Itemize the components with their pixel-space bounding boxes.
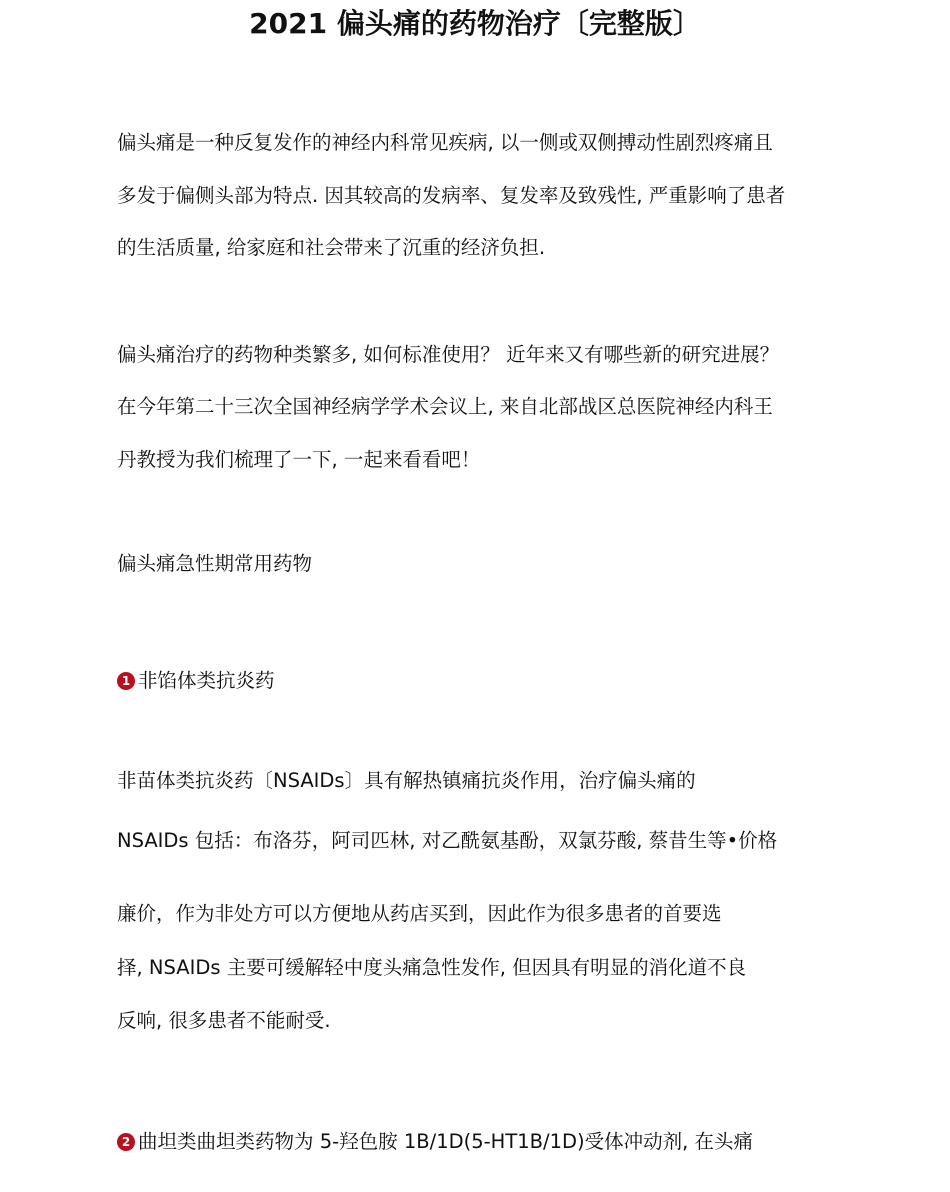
item-1-line-3: 廉价，作为非处方可以方便地从药店买到，因此作为很多患者的首要选 [117, 902, 722, 925]
item-1-line-2: NSAIDs 包括：布洛芬，阿司匹林, 对乙酰氨基酚，双氯芬酸, 蔡昔生等•价格 [117, 829, 778, 852]
paragraph-1-line-1: 偏头痛是一种反复发作的神经内科常见疾病, 以一侧或双侧搏动性剧烈疼痛且 [117, 131, 773, 154]
paragraph-1-line-2: 多发于偏侧头部为特点. 因其较高的发病率、复发率及致残性, 严重影响了患者 [117, 184, 786, 207]
item-1-line-4: 择, NSAIDs 主要可缓解轻中度头痛急性发作, 但因具有明显的消化道不良 [117, 956, 747, 979]
item-2-text: 曲坦类曲坦类药物为 5-羟色胺 1B/1D(5-HT1B/1D)受体冲动剂, 在头痛 [138, 1130, 754, 1153]
item-1-heading: 非馅体类抗炎药 [138, 669, 275, 692]
paragraph-2-line-3: 丹教授为我们梳理了一下, 一起来看看吧！ [117, 448, 481, 471]
paragraph-2-line-2: 在今年第二十三次全国神经病学学术会议上, 来自北部战区总医院神经内科王 [117, 395, 773, 418]
document-title: 2021 偏头痛的药物治疗〔完整版〕 [249, 7, 701, 40]
paragraph-2-line-1: 偏头痛治疗的药物种类繁多, 如何标准使用？ 近年来又有哪些新的研究进展？ [117, 343, 780, 366]
item-2-row [117, 1127, 753, 1157]
item-1-line-5: 反响, 很多患者不能耐受. [117, 1009, 331, 1032]
section-heading: 偏头痛急性期常用药物 [117, 552, 313, 575]
item-1-heading-row [117, 666, 275, 696]
number-badge-2-icon: 2 [117, 1133, 135, 1151]
item-1-line-1: 非苗体类抗炎药〔NSAIDs〕具有解热镇痛抗炎作用，治疗偏头痛的 [117, 769, 696, 792]
paragraph-1-line-3: 的生活质量, 给家庭和社会带来了沉重的经济负担. [117, 236, 546, 259]
number-badge-1-icon: 1 [117, 672, 135, 690]
